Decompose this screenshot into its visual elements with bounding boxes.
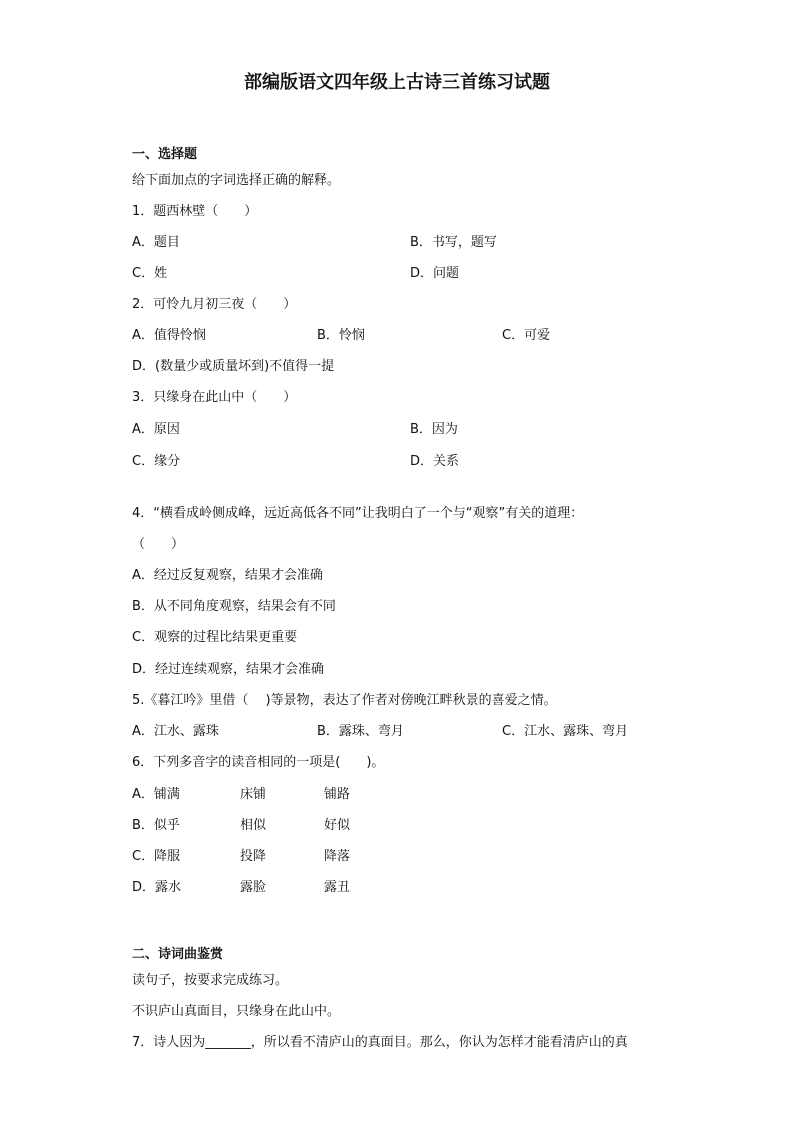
question-6-option-c: C．降服: [132, 849, 181, 864]
question-6-option-b: B．似乎: [132, 818, 180, 833]
question-4-stem: 4．“横看成岭侧成峰，远近高低各不同”让我明白了一个与“观察”有关的道理：: [132, 506, 584, 521]
question-6-option-d: D．露水: [132, 880, 182, 895]
question-5-option-a: A．江水、露珠: [132, 724, 219, 739]
page-title: 部编版语文四年级上古诗三首练习试题: [244, 72, 550, 93]
question-5-option-c: C．江水、露珠、弯月: [502, 724, 629, 739]
question-2-option-c: C．可爱: [502, 328, 551, 343]
question-2-stem: 2．可怜九月初三夜（ ）: [132, 297, 297, 312]
question-6-option-b-word-3: 好似: [324, 818, 351, 833]
question-4-option-d: D．经过连续观察，结果才会准确: [132, 662, 325, 677]
question-6-option-c-word-2: 投降: [240, 849, 267, 864]
question-1-option-c: C．姓: [132, 266, 168, 281]
question-2-option-a: A．值得怜悯: [132, 328, 206, 343]
question-1-option-d: D．问题: [410, 266, 460, 281]
question-3-option-a: A．原因: [132, 422, 180, 437]
question-6-option-c-word-3: 降落: [324, 849, 351, 864]
question-6-option-d-word-3: 露丑: [324, 880, 351, 895]
question-6-option-a: A．铺满: [132, 787, 180, 802]
question-5-stem: 5.《暮江吟》里借（ )等景物，表达了作者对傍晚江畔秋景的喜爱之情。: [132, 693, 557, 708]
question-6-option-d-word-2: 露脸: [240, 880, 267, 895]
question-4-option-b: B．从不同角度观察，结果会有不同: [132, 599, 336, 614]
question-5-option-b: B．露珠、弯月: [317, 724, 404, 739]
question-2-option-b: B．怜悯: [317, 328, 365, 343]
poem-quote: 不识庐山真面目，只缘身在此山中。: [132, 1004, 341, 1019]
question-3-stem: 3．只缘身在此山中（ ）: [132, 390, 297, 405]
section-1-heading: 一、选择题: [132, 147, 198, 162]
question-6-option-b-word-2: 相似: [240, 818, 267, 833]
question-4-answer-paren: （ ）: [132, 537, 185, 552]
question-7-stem: 7．诗人因为_______，所以看不清庐山的真面目。那么，你认为怎样才能看清庐山的真: [132, 1035, 628, 1050]
question-1-option-b: B．书写，题写: [410, 235, 497, 250]
section-1-instruction: 给下面加点的字词选择正确的解释。: [132, 173, 341, 188]
section-2-heading: 二、诗词曲鉴赏: [132, 947, 224, 962]
question-6-option-a-word-2: 床铺: [240, 787, 267, 802]
question-3-option-c: C．缘分: [132, 454, 181, 469]
question-4-option-c: C．观察的过程比结果更重要: [132, 630, 298, 645]
question-6-option-a-word-3: 铺路: [324, 787, 351, 802]
question-3-option-b: B．因为: [410, 422, 458, 437]
question-4-option-a: A．经过反复观察，结果才会准确: [132, 568, 323, 583]
section-2-instruction: 读句子，按要求完成练习。: [132, 973, 289, 988]
question-2-option-d: D．(数量少或质量坏到)不值得一提: [132, 359, 335, 374]
question-1-option-a: A．题目: [132, 235, 180, 250]
question-1-stem: 1．题西林壁（ ）: [132, 204, 258, 219]
question-6-stem: 6．下列多音字的读音相同的一项是( )。: [132, 755, 385, 770]
question-3-option-d: D．关系: [410, 454, 460, 469]
